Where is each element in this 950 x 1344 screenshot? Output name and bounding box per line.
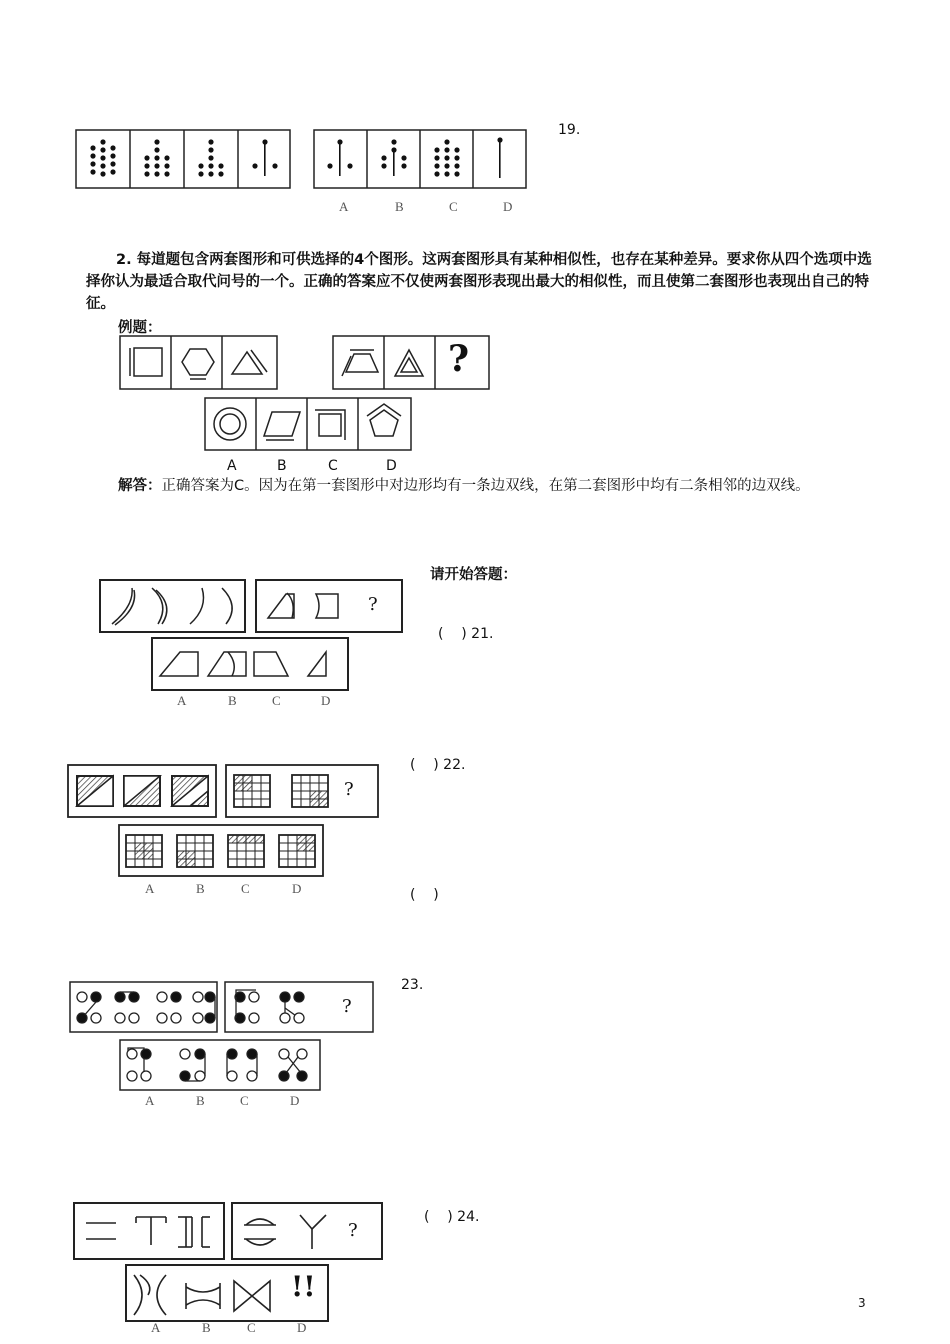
example-label: 例题： (118, 320, 162, 336)
q22-option-label-a: A (145, 881, 155, 896)
example-option-label-a: A (227, 458, 237, 474)
q24-option-label-a: A (151, 1320, 161, 1335)
q19-number: 19. (558, 122, 581, 138)
q23-number: 23. (401, 977, 424, 993)
q22-extra-blank: ( ) (410, 887, 439, 903)
q21-option-label-d: D (321, 693, 331, 708)
q21-option-label-c: C (272, 693, 281, 708)
q19-figure-set (76, 130, 536, 195)
q22-option-label-b: B (196, 881, 205, 896)
page-number: 3 (858, 1296, 866, 1310)
example-figure-set (120, 336, 492, 456)
q21-number: ( ) 21. (438, 626, 494, 642)
q22-figure-set (68, 765, 383, 880)
q24-option-label-c: C (247, 1320, 256, 1335)
q23-option-label-c: C (240, 1093, 249, 1108)
answer-text: 正确答案为C。因为在第一套图形中对边形均有一条边双线，在第二套图形中均有二条相邻的边双线。 (161, 478, 810, 494)
q24-question-mark: ? (348, 1220, 358, 1241)
q23-figure-set (70, 982, 375, 1097)
example-question-mark: ? (448, 338, 470, 380)
q22-option-label-d: D (292, 881, 302, 896)
example-option-label-b: B (277, 458, 287, 474)
q23-option-label-d: D (290, 1093, 300, 1108)
example-option-label-d: D (386, 458, 397, 474)
section2-instructions: 2. 每道题包含两套图形和可供选择的4个图形。这两套图形具有某种相似性，也存在某种差异。要求你从四个选项中选择你认为最适合取代问号的一个。正确的答案应不仅使两套图形表现出最大的相似性，而且使第二套图形也表现出自己的特征。 (86, 252, 872, 312)
q21-figure-set (100, 580, 405, 695)
example-answer (86, 475, 856, 497)
q24-option-d-glyph: !! (291, 1270, 316, 1303)
q24-option-label-b: B (202, 1320, 211, 1335)
q19-option-label-c: C (449, 199, 458, 214)
q23-option-label-b: B (196, 1093, 205, 1108)
q23-option-label-a: A (145, 1093, 155, 1108)
example-option-label-c: C (328, 458, 338, 474)
answer-label: 解答： (118, 478, 162, 494)
q19-option-label-b: B (395, 199, 404, 214)
q22-option-label-c: C (241, 881, 250, 896)
q19-option-label-d: D (503, 199, 513, 214)
q24-number: ( ) 24. (424, 1209, 480, 1225)
q22-number: ( ) 22. (410, 757, 466, 773)
q21-question-mark: ? (368, 594, 378, 615)
q24-figure-set (74, 1203, 389, 1325)
q21-option-label-a: A (177, 693, 187, 708)
q19-option-label-a: A (339, 199, 349, 214)
start-prompt: 请开始答题： (430, 567, 517, 583)
q23-question-mark: ? (342, 996, 352, 1017)
q21-option-label-b: B (228, 693, 237, 708)
q24-option-label-d: D (297, 1320, 307, 1335)
q22-question-mark: ? (344, 779, 354, 800)
